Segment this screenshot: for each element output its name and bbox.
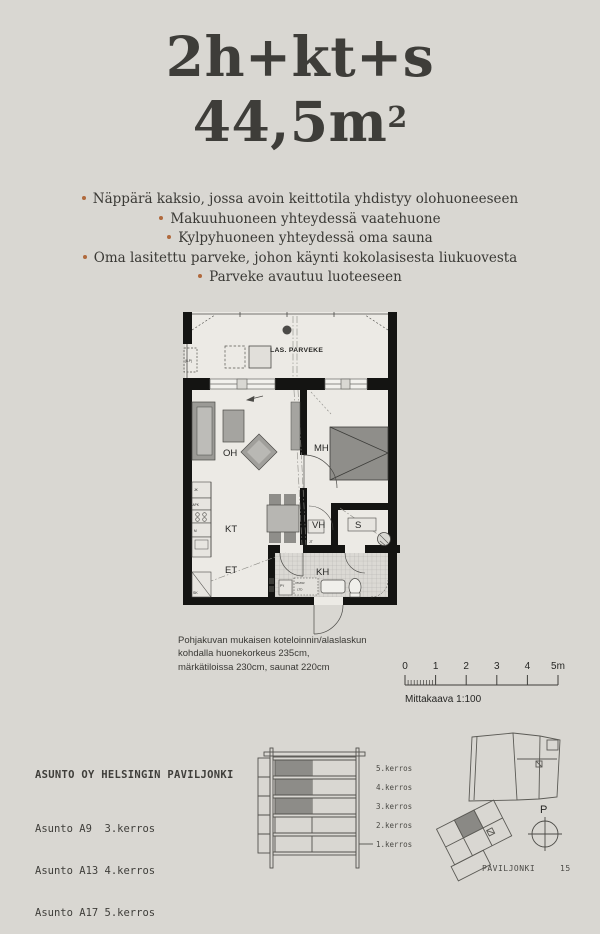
svg-text:3: 3 — [494, 661, 500, 672]
site-plan — [430, 712, 600, 887]
room-label-entry: ET — [225, 565, 238, 576]
cleaning-closet-label: SK — [193, 591, 198, 595]
room-label-bedroom: MH — [314, 443, 329, 454]
elevation-structure — [258, 748, 373, 868]
room-label-bathroom: KH — [316, 567, 330, 578]
balcony-table — [249, 346, 271, 368]
scale-caption: Mittakaava 1:100 — [405, 694, 482, 705]
feature-item: Parveke avautuu luoteeseen — [0, 268, 600, 288]
apartment-area: $44,5m^2$ — [192, 89, 408, 154]
floorplan-drawing — [183, 310, 400, 640]
floor-labels — [376, 764, 412, 849]
floor-label-5: 5.kerros — [376, 764, 413, 773]
microwave-label: M — [194, 529, 197, 533]
balcony-device-label: (ILP) — [185, 359, 192, 363]
room-label-kitchen: KT — [225, 524, 238, 535]
bullet-dot-icon — [83, 255, 87, 259]
feature-item: Kylpyhuoneen yhteydessä oma sauna — [0, 229, 600, 249]
listing-row: Asunto A9 3.kerros — [35, 823, 156, 835]
floor-label-1: 1.kerros — [376, 840, 413, 849]
ceiling-height-note: Pohjakuvan mukaisen koteloinnin/alaslaskun kohdalla huonekorkeus 235cm, märkätiloissa 230cm, saunat 220cm — [178, 635, 367, 673]
entry-door-arc — [314, 605, 343, 634]
highlighted-apartment-location — [454, 810, 483, 838]
floor-label-4: 4.kerros — [376, 783, 413, 792]
room-label-closet: VH — [312, 520, 326, 531]
room-label-sauna: S — [355, 520, 362, 531]
balcony-light — [283, 326, 292, 335]
floor-label-3: 3.kerros — [376, 802, 413, 811]
room-label-living: OH — [223, 448, 238, 459]
project-name: PAVILJONKI — [482, 864, 536, 873]
balcony-label: LAS. PARVEKE — [270, 347, 324, 354]
washer-dryer-label: PK/KR — [295, 581, 305, 585]
ltd-label: LTD — [297, 587, 303, 592]
manifold-label: JT — [309, 540, 313, 544]
washer-label: PY — [280, 584, 285, 588]
dishwasher-label: APK — [192, 503, 199, 507]
shelf — [291, 402, 300, 450]
scale-ruler — [405, 675, 558, 685]
kitchen-counter — [192, 482, 211, 597]
bullet-dot-icon — [159, 216, 163, 220]
apartment-type: 2h+kt+s — [165, 24, 435, 89]
feature-item: Näppärä kaksio, jossa avoin keittotila yhdistyy olohuoneeseen — [0, 190, 600, 210]
floor-label-2: 2.kerros — [376, 821, 413, 830]
svg-text:1: 1 — [432, 661, 439, 672]
svg-text:5m: 5m — [551, 661, 565, 672]
apartment-listing — [35, 740, 234, 934]
area-superscript: 2 — [387, 100, 408, 134]
feature-item: Oma lasitettu parveke, johon käynti kokolasisesta liukuovesta — [0, 249, 600, 269]
neighbor-building-outline — [469, 733, 560, 801]
scale-numbers — [402, 661, 565, 672]
listing-row: Asunto A17 5.kerros — [35, 907, 156, 919]
scale-bar — [398, 655, 566, 710]
feature-item: Makuuhuoneen yhteydessä vaatehuone — [0, 210, 600, 230]
bullet-dot-icon — [198, 274, 202, 278]
sink — [321, 580, 345, 593]
listing-row: Asunto A13 4.kerros — [35, 865, 156, 877]
svg-text:0: 0 — [402, 661, 408, 672]
housing-company-name: ASUNTO OY HELSINGIN PAVILJONKI — [35, 769, 234, 781]
svg-text:2: 2 — [463, 661, 469, 672]
page-title — [0, 26, 600, 152]
bullet-dot-icon — [167, 235, 171, 239]
feature-list — [0, 190, 600, 288]
fridge-label: JK — [194, 488, 198, 492]
bed — [330, 427, 388, 480]
sofa-seat — [197, 407, 212, 455]
highlighted-apartment-cells — [276, 761, 313, 814]
north-label: P — [540, 804, 548, 816]
armchair — [223, 410, 244, 442]
bullet-dot-icon — [82, 196, 86, 200]
building-elevation — [250, 745, 420, 875]
page-number: 15 — [560, 864, 571, 873]
svg-text:4: 4 — [524, 661, 531, 672]
compass — [528, 817, 562, 851]
